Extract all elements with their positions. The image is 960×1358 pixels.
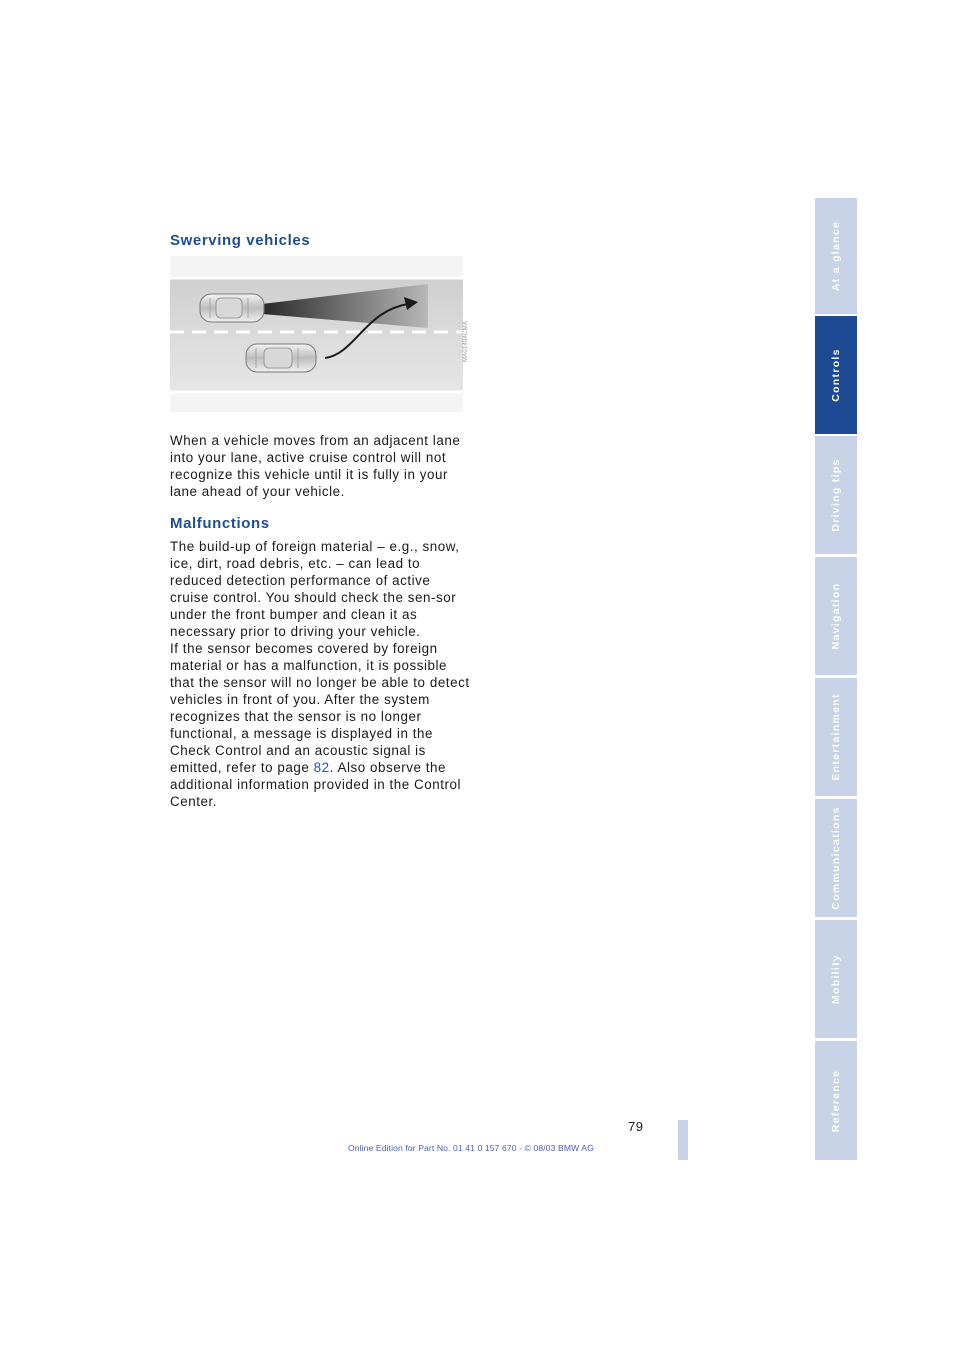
page-marker-bar — [678, 1120, 688, 1160]
paragraph-malfunctions-2 — [170, 640, 470, 810]
tab-reference[interactable] — [815, 1041, 857, 1160]
page-reference-link[interactable]: 82 — [313, 760, 330, 775]
tab-label: Controls — [830, 348, 842, 402]
paragraph-swerving: When a vehicle moves from an adjacent lane into your lane, active cruise control will not recognize this vehicle until it is fully in your lane ahead of your vehicle. — [170, 433, 461, 499]
swerving-vehicles-illustration — [170, 256, 463, 412]
section-heading-swerving-vehicles: Swerving vehicles — [170, 232, 311, 249]
tab-communications[interactable] — [815, 799, 857, 917]
paragraph-text: . Also observe the additional information provided in the Control Center. — [170, 760, 462, 809]
page-number: 79 — [628, 1119, 644, 1134]
tab-controls[interactable] — [815, 316, 857, 434]
paragraph-malfunctions-1: The build-up of foreign material – e.g., snow, ice, dirt, road debris, etc. – can lead to reduced detection performance of active cruise control. You should check the sen-sor under the front bumper and clean it as necessary prior to driving your vehicle. — [170, 539, 460, 639]
footer-edition-note: Online Edition for Part No. 01 41 0 157 670 - © 08/03 BMW AG — [348, 1143, 594, 1153]
tab-label: Communications — [830, 806, 842, 910]
tab-mobility[interactable] — [815, 920, 857, 1038]
tab-label: Entertainment — [830, 693, 842, 781]
tab-label: Driving tips — [830, 458, 842, 532]
paragraph-text: If the sensor becomes covered by foreign material or has a malfunction, it is possible that the sensor will no longer be able to detect vehicles in front of you. After the system recognizes that the sensor is no longer functional, a message is displayed in the Check Control and an acoustic signal is emitted, refer to page — [170, 641, 470, 775]
figure-code: MA01494CMA — [463, 320, 469, 362]
section-heading-malfunctions: Malfunctions — [170, 515, 270, 532]
tab-at-a-glance[interactable] — [815, 198, 857, 314]
tab-navigation[interactable] — [815, 557, 857, 675]
swerving-car — [246, 344, 316, 372]
tab-entertainment[interactable] — [815, 678, 857, 796]
tab-driving-tips[interactable] — [815, 436, 857, 554]
tab-label: Navigation — [830, 582, 842, 650]
tab-label: At a glance — [830, 220, 842, 292]
tab-label: Reference — [830, 1069, 842, 1132]
tab-label: Mobility — [830, 953, 842, 1005]
chapter-tabs — [815, 198, 857, 1160]
lead-car — [200, 294, 264, 322]
road-diagram — [170, 256, 463, 412]
